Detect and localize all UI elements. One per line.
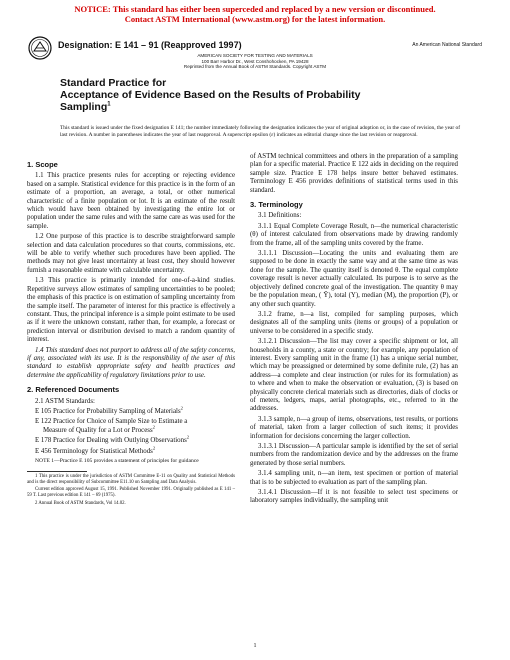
section-heading-referenced-documents: 2. Referenced Documents bbox=[27, 385, 120, 395]
discussion-3-1-3-1: 3.1.3.1 Discussion—A particular sample is identified by the set of serial numbers from the randomization device and by the addresses on the frame generated by those serial numbers. bbox=[250, 443, 458, 467]
standard-e105: E 105 Practice for Probability Sampling of Materials$^2$ bbox=[35, 405, 183, 415]
discussion-3-1-2-1: 3.1.2.1 Discussion—The list may cover a specific shipment or lot, all households in a county, a state or country; for example, any population of interest. Every sampling unit in the frame (1) has a unique serial number, which may be preassigned or determined by some definite rule, (2) has an address—a complete and clear instruction (or rules for its formulation) as to where and when to make the observation or evaluation, (3) is based on physically concrete clerical materials such as directories, dials of clocks or of meters, ledgers, maps, aerial photographs, etc., referred to in the addresses. bbox=[250, 338, 458, 413]
footnote-divider bbox=[27, 471, 87, 472]
right-column bbox=[250, 153, 458, 508]
section-heading-scope: 1. Scope bbox=[27, 160, 58, 169]
designation: Designation: E 141 – 91 (Reapproved 1997) bbox=[58, 40, 242, 50]
supersession-notice bbox=[0, 4, 510, 24]
standard-e178: E 178 Practice for Dealing with Outlying Observations$^2$ bbox=[35, 434, 190, 445]
title-line-1: Standard Practice for bbox=[60, 77, 167, 89]
note-1: NOTE 1—Practice E 105 provides a statement of principles for guidance bbox=[35, 458, 199, 464]
page-number: 1 bbox=[253, 643, 257, 649]
title-line-3: Sampling$^1$ bbox=[60, 101, 111, 113]
notice-line-2: Contact ASTM International (www.astm.org) for the latest information. bbox=[124, 14, 386, 24]
astm-standards-label: 2.1 ASTM Standards: bbox=[35, 397, 95, 405]
definition-3-1-3: 3.1.3 sample, n—a group of items, observations, test results, or portions of material, taken from a larger collection of such items; it provides information for decisions concerning the larger collection. bbox=[250, 415, 458, 440]
definition-3-1-1: 3.1.1 Equal Complete Coverage Result, n—the numerical characteristic (θ) of interest calculated from observations made by drawing randomly from the frame, all of the sampling units covered by the frame. bbox=[250, 222, 458, 247]
society-line-2: 100 Barr Harbor Dr., West Conshohocken, PA 19428 bbox=[201, 58, 309, 64]
society-line-1: AMERICAN SOCIETY FOR TESTING AND MATERIALS bbox=[197, 53, 313, 58]
paragraph-1-3: 1.3 This practice is primarily intended for one-of-a-kind studies. Repetitive surveys allow estimates of sampling uncertainties to be pooled; the emphasis of this practice is on estimation of sampling uncertainty from the sample itself. The parameter of interest for this practice is effectively a constant. Thus, the principal inference is a simple point estimate to be used as if it were the unknown constant, rather than, for example, a forecast or prediction interval or distribution devised to match a random quantity of interest. bbox=[27, 277, 235, 344]
section-heading-terminology: 3. Terminology bbox=[250, 200, 303, 210]
society-info bbox=[0, 53, 510, 70]
paragraph-1-2: 1.2 One purpose of this practice is to describe straightforward sample selection and data calculation procedures so that courts, commissions, etc. will be able to verify whether such procedures have been applied. The methods may not give least uncertainty at least cost, they should however furnish a reasonable estimate with calculable uncertainty. bbox=[27, 233, 235, 274]
notice-line-1: NOTICE: This standard has either been superceded and replaced by a new version or discontinued. bbox=[74, 4, 436, 14]
footnote-1-edition: Current edition approved August 15, 1991. Published November 1991. Originally published as E 141 – 59 T. Last previous edition E 141 – 69 (1975). bbox=[27, 487, 235, 499]
discussion-3-1-1-1: 3.1.1.1 Discussion—Locating the units and evaluating them are supposed to be done in exactly the same way and at the same time as was done for the sample. The quantity itself is denoted θ. The equal complete coverage result is never actually calculated. Its purpose is to serve as the objectively defined concrete goal of the investigation. The quantity θ may be the population mean, ( Ȳ), total (Y), median (M), the proportion (P), or any other such quantity. bbox=[250, 250, 458, 308]
paragraph-1-1: 1.1 This practice presents rules for accepting or rejecting evidence based on a sample. Statistical evidence for this practice is in the form of an estimate of a proportion, an average, a total, or other numerical characteristic of a finite population or lot. It is an estimate of the result which would have been obtained by investigating the entire lot or population under the same rules and with the same care as was used for the sample. bbox=[27, 172, 235, 230]
footnote-2: 2 Annual Book of ASTM Standards, Vol 14.02. bbox=[35, 500, 126, 506]
title-line-2: Acceptance of Evidence Based on the Results of Probability bbox=[60, 89, 361, 101]
intro-paragraph: This standard is issued under the fixed designation E 141; the number immediately following the designation indicates the year of original adoption or, in the case of revision, the year of last revision. A number in parentheses indicates the year of last reapproval. A superscript epsilon (ε) indicates an editorial change since the last revision or reapproval. bbox=[60, 125, 460, 138]
paragraph-1-4: 1.4 This standard does not purport to address all of the safety concerns, if any, associated with its use. It is the responsibility of the user of this standard to establish appropriate safety and health practices and determine the applicability of regulatory limitations prior to use. bbox=[27, 346, 235, 379]
standard-e122: E 122 Practice for Choice of Sample Size to Estimate a Measure of Quality for a Lot or Process$^2$ bbox=[35, 418, 188, 434]
society-line-3: Reprinted from the Annual Book of ASTM Standards. Copyright ASTM bbox=[183, 64, 327, 70]
footnote-1: 1 This practice is under the jurisdiction of ASTM Committee E-11 on Quality and Statistical Methods and is the direct responsibility of Subcommittee E11.10 on Sampling and Data Analysis. bbox=[27, 473, 235, 485]
left-column bbox=[27, 155, 235, 509]
document-title bbox=[60, 77, 460, 113]
american-national-standard-label: An American National Standard bbox=[412, 42, 482, 48]
definition-3-1: 3.1 Definitions: bbox=[258, 212, 302, 220]
definition-3-1-4: 3.1.4 sampling unit, n—an item, test specimen or portion of material that is to be subjected to evaluation as part of the sampling plan. bbox=[250, 470, 458, 486]
paragraph-note-continued: of ASTM technical committees and others in the preparation of a sampling plan for a specific material. Practice E 122 aids in deciding on the required sample size. Practice E 178 helps insure better behaved estimates. Terminology E 456 provides definitions of statistical terms used in this standard. bbox=[250, 153, 458, 194]
standard-e456: E 456 Terminology for Statistical Methods$^2$ bbox=[35, 445, 156, 455]
discussion-3-1-4-1: 3.1.4.1 Discussion—If it is not feasible to select test specimens or laboratory samples individually, the sampling unit bbox=[250, 489, 458, 505]
definition-3-1-2: 3.1.2 frame, n—a list, compiled for sampling purposes, which designates all of the sampling units (items or groups) of a population or universe to be considered in a specific study. bbox=[250, 310, 458, 335]
